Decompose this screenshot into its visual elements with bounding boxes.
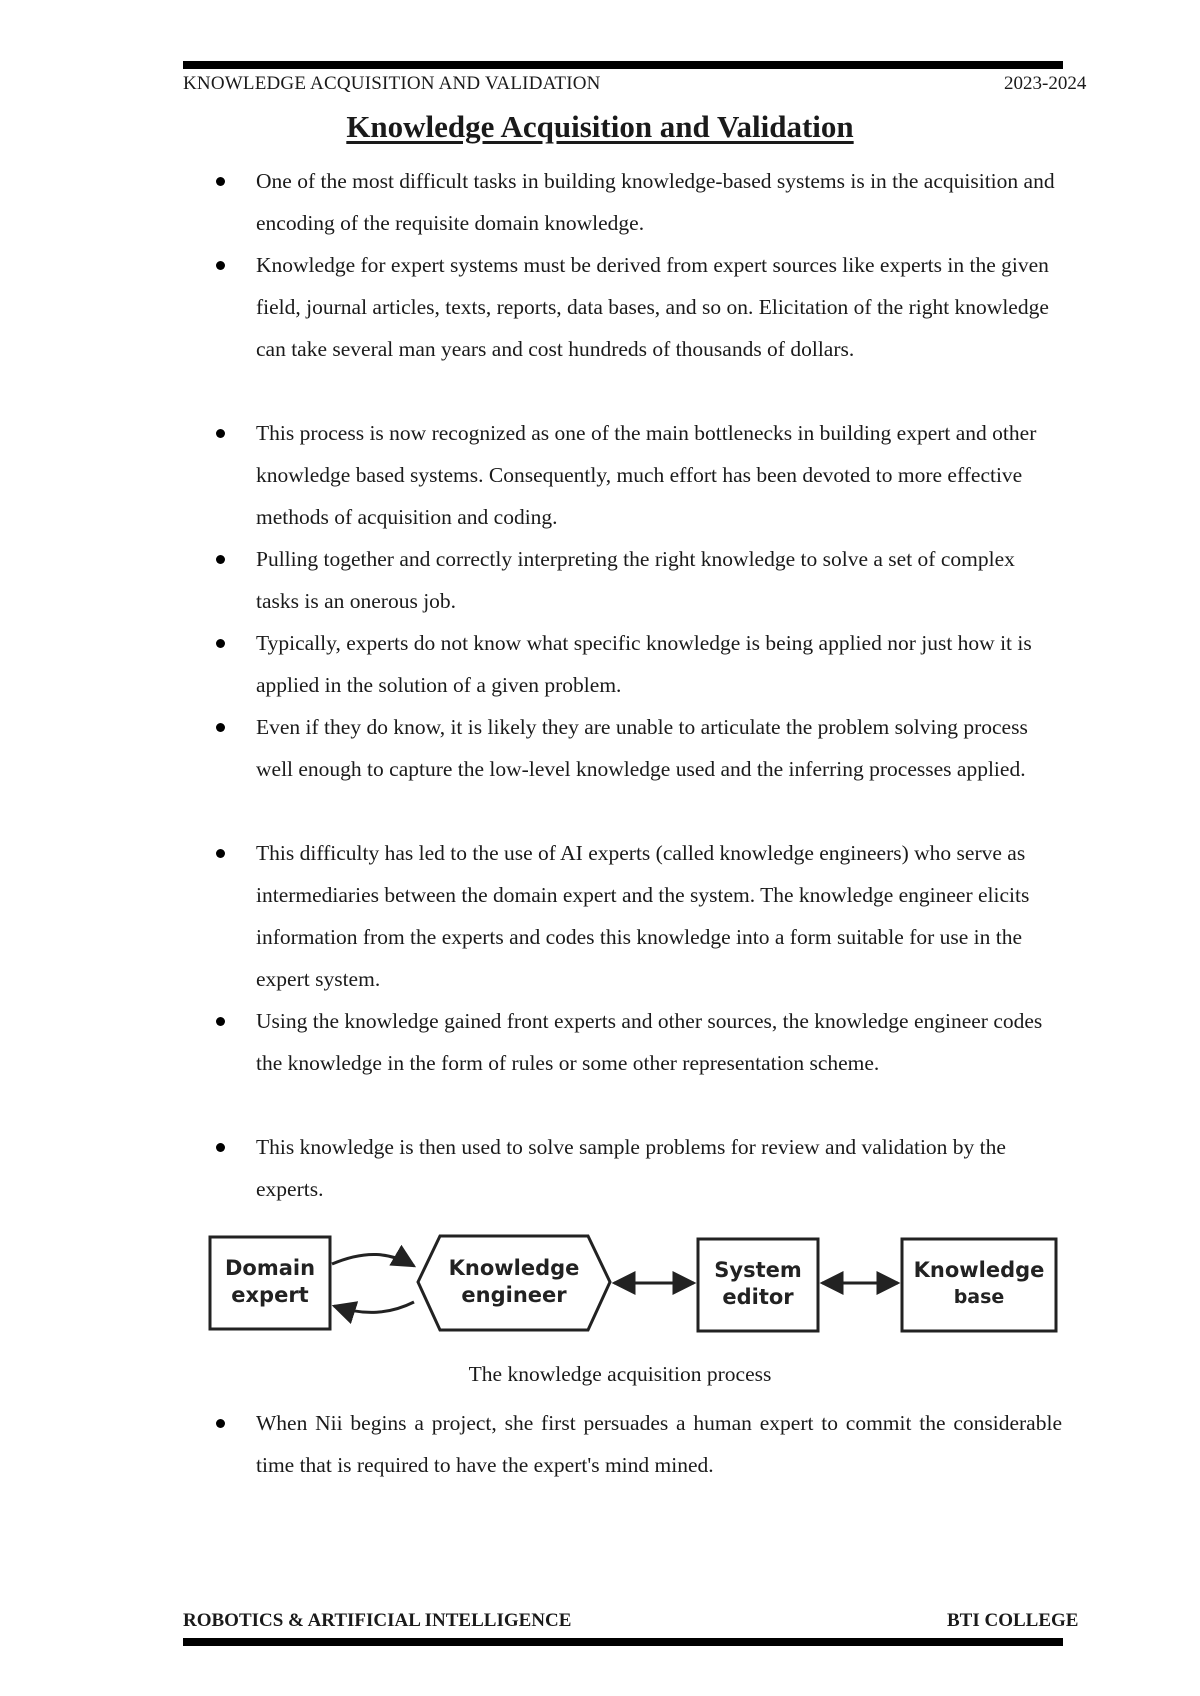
bullet-icon bbox=[216, 849, 225, 858]
list-item-text: Knowledge for expert systems must be derived from expert sources like experts in the given field, journal articles, texts, reports, data bases, and so on. Elicitation of the right knowledge can take several man years and cost hundreds of thousands of dollars. bbox=[256, 253, 1049, 361]
list-item bbox=[216, 706, 1062, 790]
domain-expert-label bbox=[210, 1255, 330, 1309]
list-item-text: Using the knowledge gained front experts and other sources, the knowledge engineer codes the knowledge in the form of rules or some other representation scheme. bbox=[256, 1009, 1043, 1075]
list-item-text: This difficulty has led to the use of AI experts (called knowledge engineers) who serve as intermediaries between the domain expert and the system. The knowledge engineer elicits information from the experts and codes this knowledge into a form suitable for use in the expert system. bbox=[256, 841, 1030, 991]
list-item bbox=[216, 1126, 1062, 1210]
knowledge-engineer-line-2: engineer bbox=[461, 1283, 567, 1307]
knowledge-base-label bbox=[902, 1257, 1056, 1311]
system-editor-line-1: System bbox=[714, 1258, 802, 1282]
list-item-text: Even if they do know, it is likely they are unable to articulate the problem solving process well enough to capture the low-level knowledge used and the inferring processes applied. bbox=[256, 715, 1028, 781]
domain-expert-line-1: Domain bbox=[224, 1256, 316, 1280]
list-item bbox=[216, 160, 1062, 244]
bullet-icon bbox=[216, 1143, 225, 1152]
list-item-text: One of the most difficult tasks in building knowledge-based systems is in the acquisition and encoding of the requisite domain knowledge. bbox=[256, 169, 1055, 235]
diagram-caption: The knowledge acquisition process bbox=[468, 1362, 772, 1386]
list-item bbox=[216, 412, 1062, 538]
bullet-icon bbox=[216, 429, 225, 438]
knowledge-engineer-label bbox=[422, 1255, 606, 1309]
knowledge-acquisition-diagram bbox=[200, 1222, 1068, 1348]
bullet-icon bbox=[216, 1017, 225, 1026]
knowledge-base-line-2: base bbox=[953, 1286, 1005, 1308]
list-item bbox=[216, 1402, 1062, 1486]
list-item bbox=[216, 1000, 1062, 1084]
list-item-text: Typically, experts do not know what specific knowledge is being applied nor just how it is applied in the solution of a given problem. bbox=[256, 631, 1032, 697]
list-item-text: When Nii begins a project, she first persuades a human expert to commit the considerable time that is required to have the expert's mind mined. bbox=[256, 1411, 1062, 1477]
page-title: Knowledge Acquisition and Validation bbox=[346, 109, 854, 144]
header-year: 2023-2024 bbox=[1004, 73, 1087, 94]
bullet-icon bbox=[216, 177, 225, 186]
list-item-text: Pulling together and correctly interpreting the right knowledge to solve a set of complex tasks is an onerous job. bbox=[256, 547, 1015, 613]
system-editor-label bbox=[698, 1257, 818, 1311]
header-rule bbox=[183, 61, 1063, 69]
footer-department: ROBOTICS & ARTIFICIAL INTELLIGENCE bbox=[183, 1610, 572, 1631]
list-item bbox=[216, 538, 1062, 622]
list-item bbox=[216, 244, 1062, 370]
knowledge-engineer-line-1: Knowledge bbox=[448, 1256, 580, 1280]
knowledge-base-line-1: Knowledge bbox=[913, 1258, 1045, 1282]
bullet-icon bbox=[216, 1419, 225, 1428]
system-editor-line-2: editor bbox=[722, 1285, 794, 1309]
bullet-icon bbox=[216, 639, 225, 648]
arrow-expert-to-engineer bbox=[332, 1254, 414, 1266]
bullet-icon bbox=[216, 261, 225, 270]
domain-expert-line-2: expert bbox=[231, 1283, 309, 1307]
header-title: KNOWLEDGE ACQUISITION AND VALIDATION bbox=[183, 73, 601, 94]
list-item-text: This process is now recognized as one of the main bottlenecks in building expert and other knowledge based systems. Consequently, much effort has been devoted to more effective methods of acquisition and coding. bbox=[256, 421, 1037, 529]
bullet-icon bbox=[216, 723, 225, 732]
list-item-text: This knowledge is then used to solve sample problems for review and validation by the experts. bbox=[256, 1135, 1006, 1201]
list-item bbox=[216, 832, 1062, 1000]
list-item bbox=[216, 622, 1062, 706]
arrow-engineer-to-expert bbox=[334, 1302, 414, 1312]
footer-rule bbox=[183, 1638, 1063, 1646]
bullet-icon bbox=[216, 555, 225, 564]
footer-college: BTI COLLEGE bbox=[947, 1610, 1079, 1631]
